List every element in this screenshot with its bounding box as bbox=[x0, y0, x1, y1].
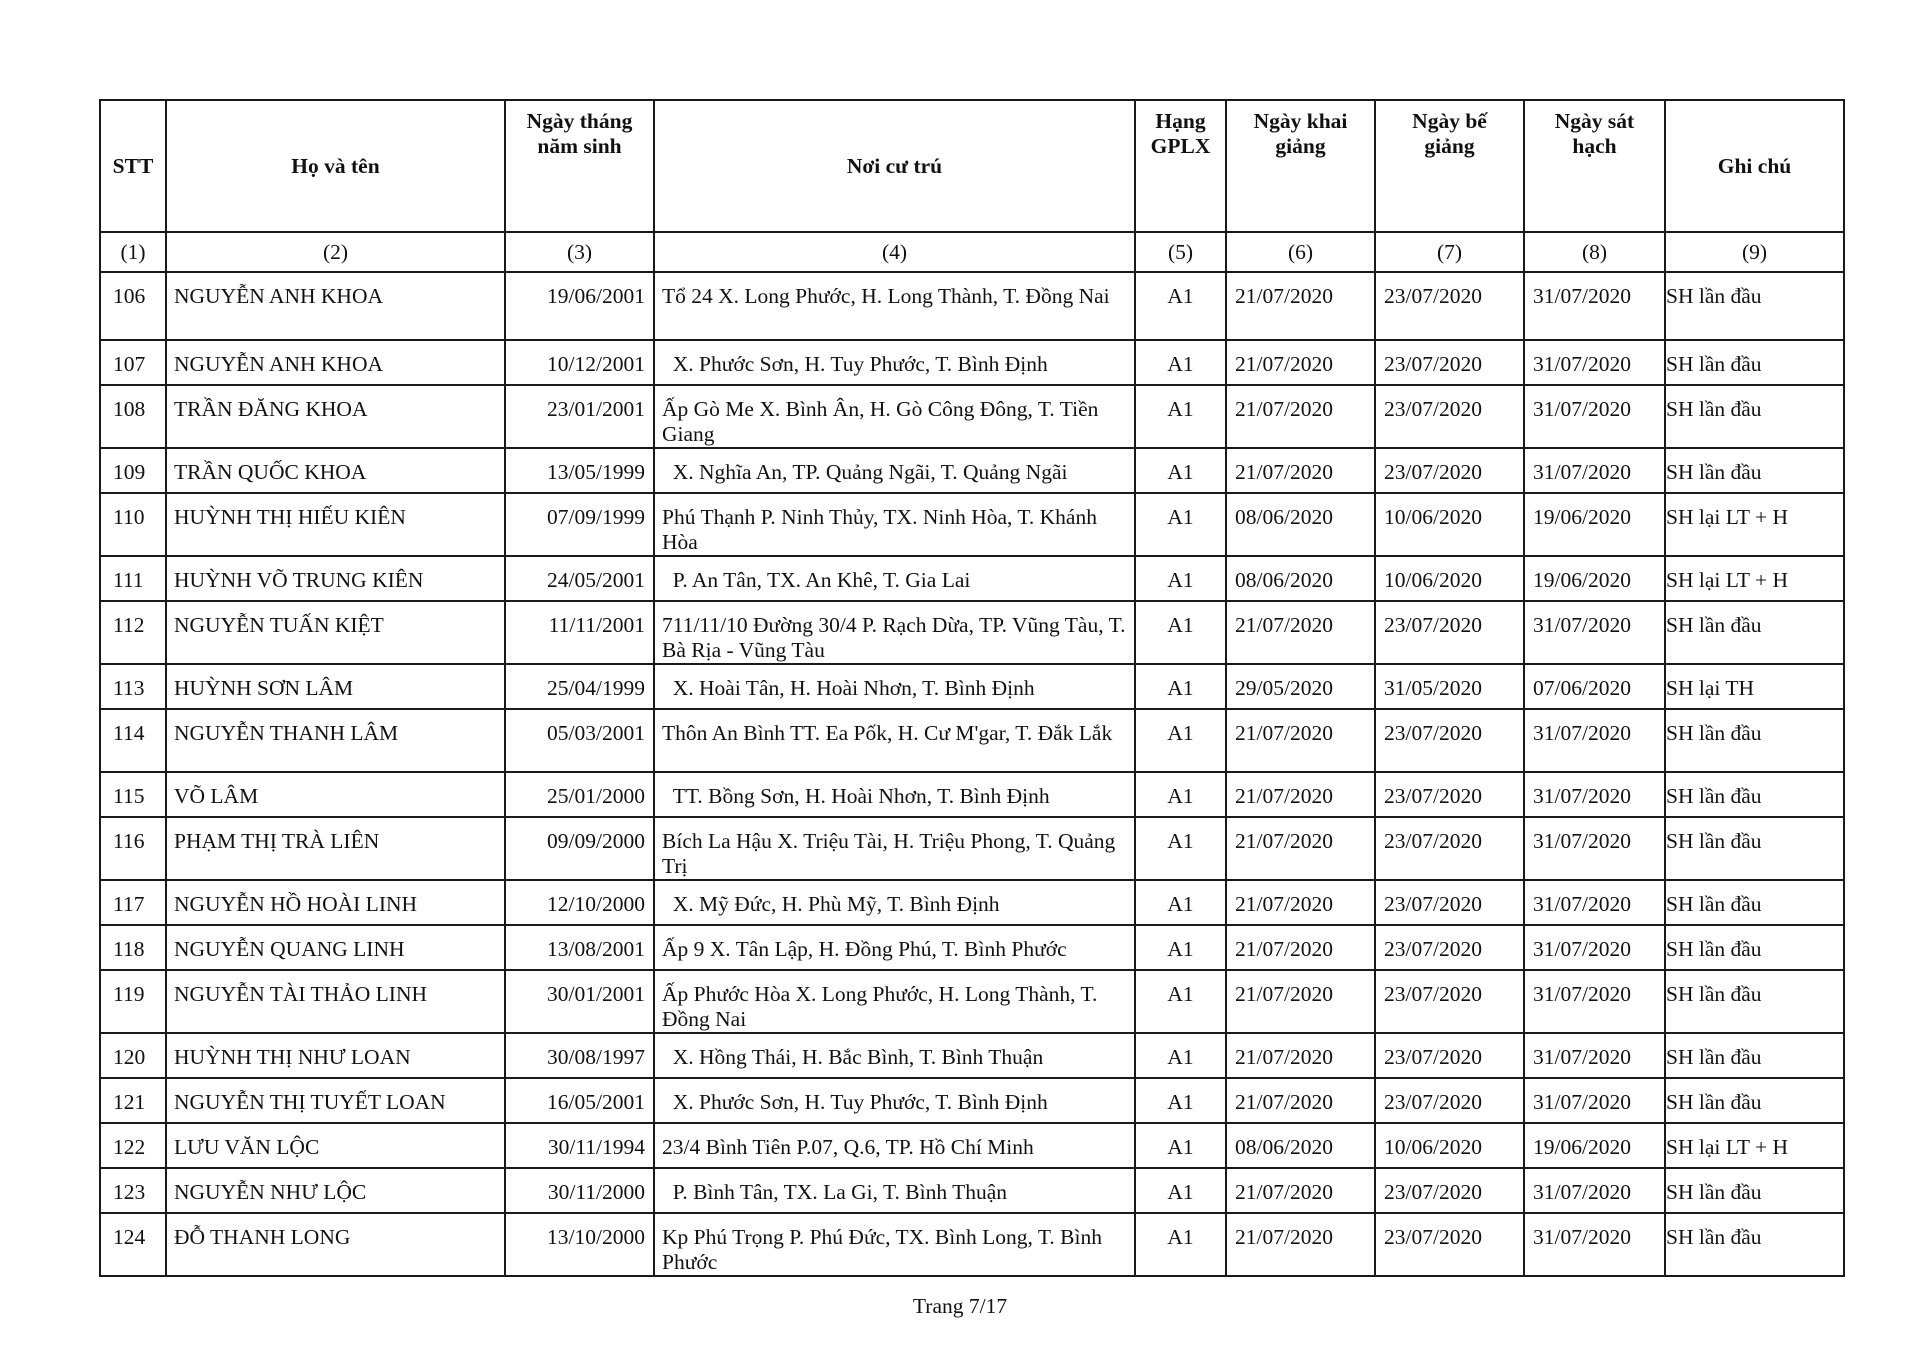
table-row bbox=[100, 1123, 1844, 1168]
end-date-cell: 23/07/2020 bbox=[1375, 448, 1524, 493]
header-address: Nơi cư trú bbox=[654, 100, 1135, 232]
date-of-birth-cell: 30/08/1997 bbox=[505, 1033, 654, 1078]
date-of-birth-cell: 16/05/2001 bbox=[505, 1078, 654, 1123]
start-date-cell: 21/07/2020 bbox=[1226, 1033, 1375, 1078]
exam-date-cell: 31/07/2020 bbox=[1524, 817, 1665, 880]
exam-date-cell: 31/07/2020 bbox=[1524, 385, 1665, 448]
row-number-cell: 118 bbox=[100, 925, 166, 970]
start-date-cell: 29/05/2020 bbox=[1226, 664, 1375, 709]
note-cell: SH lần đầu bbox=[1665, 1033, 1844, 1078]
exam-date-cell: 31/07/2020 bbox=[1524, 970, 1665, 1033]
address-cell: X. Nghĩa An, TP. Quảng Ngãi, T. Quảng Ngãi bbox=[654, 448, 1135, 493]
table-row bbox=[100, 664, 1844, 709]
end-date-cell: 23/07/2020 bbox=[1375, 817, 1524, 880]
row-number-cell: 108 bbox=[100, 385, 166, 448]
end-date-cell: 23/07/2020 bbox=[1375, 1213, 1524, 1276]
note-cell: SH lại LT + H bbox=[1665, 493, 1844, 556]
row-number-cell: 107 bbox=[100, 340, 166, 385]
column-number: (7) bbox=[1375, 232, 1524, 272]
row-number-cell: 124 bbox=[100, 1213, 166, 1276]
note-cell: SH lần đầu bbox=[1665, 817, 1844, 880]
table-row bbox=[100, 272, 1844, 340]
address-cell: Thôn An Bình TT. Ea Pốk, H. Cư M'gar, T. Đắk Lắk bbox=[654, 709, 1135, 772]
table-row bbox=[100, 970, 1844, 1033]
header-note: Ghi chú bbox=[1665, 100, 1844, 232]
header-start-date: Ngày khai giảng bbox=[1226, 100, 1375, 232]
address-cell: X. Hoài Tân, H. Hoài Nhơn, T. Bình Định bbox=[654, 664, 1135, 709]
license-class-cell: A1 bbox=[1135, 1078, 1226, 1123]
row-number-cell: 115 bbox=[100, 772, 166, 817]
exam-date-cell: 31/07/2020 bbox=[1524, 709, 1665, 772]
full-name-cell: TRẦN QUỐC KHOA bbox=[166, 448, 505, 493]
column-number: (2) bbox=[166, 232, 505, 272]
row-number-cell: 123 bbox=[100, 1168, 166, 1213]
address-cell: X. Hồng Thái, H. Bắc Bình, T. Bình Thuận bbox=[654, 1033, 1135, 1078]
address-cell: Bích La Hậu X. Triệu Tài, H. Triệu Phong, T. Quảng Trị bbox=[654, 817, 1135, 880]
exam-date-cell: 19/06/2020 bbox=[1524, 493, 1665, 556]
address-cell: 23/4 Bình Tiên P.07, Q.6, TP. Hồ Chí Minh bbox=[654, 1123, 1135, 1168]
license-class-cell: A1 bbox=[1135, 772, 1226, 817]
full-name-cell: VÕ LÂM bbox=[166, 772, 505, 817]
note-cell: SH lần đầu bbox=[1665, 340, 1844, 385]
end-date-cell: 23/07/2020 bbox=[1375, 970, 1524, 1033]
table-row bbox=[100, 709, 1844, 772]
exam-date-cell: 19/06/2020 bbox=[1524, 556, 1665, 601]
start-date-cell: 21/07/2020 bbox=[1226, 340, 1375, 385]
end-date-cell: 23/07/2020 bbox=[1375, 880, 1524, 925]
full-name-cell: NGUYỄN THỊ TUYẾT LOAN bbox=[166, 1078, 505, 1123]
exam-date-cell: 31/07/2020 bbox=[1524, 1033, 1665, 1078]
license-class-cell: A1 bbox=[1135, 1033, 1226, 1078]
row-number-cell: 122 bbox=[100, 1123, 166, 1168]
date-of-birth-cell: 07/09/1999 bbox=[505, 493, 654, 556]
start-date-cell: 21/07/2020 bbox=[1226, 970, 1375, 1033]
table-row bbox=[100, 925, 1844, 970]
note-cell: SH lại LT + H bbox=[1665, 556, 1844, 601]
end-date-cell: 31/05/2020 bbox=[1375, 664, 1524, 709]
full-name-cell: NGUYỄN THANH LÂM bbox=[166, 709, 505, 772]
note-cell: SH lại LT + H bbox=[1665, 1123, 1844, 1168]
row-number-cell: 112 bbox=[100, 601, 166, 664]
row-number-cell: 116 bbox=[100, 817, 166, 880]
full-name-cell: LƯU VĂN LỘC bbox=[166, 1123, 505, 1168]
license-class-cell: A1 bbox=[1135, 1123, 1226, 1168]
date-of-birth-cell: 13/05/1999 bbox=[505, 448, 654, 493]
note-cell: SH lần đầu bbox=[1665, 880, 1844, 925]
full-name-cell: HUỲNH THỊ NHƯ LOAN bbox=[166, 1033, 505, 1078]
table-row bbox=[100, 493, 1844, 556]
date-of-birth-cell: 13/10/2000 bbox=[505, 1213, 654, 1276]
column-number: (3) bbox=[505, 232, 654, 272]
exam-date-cell: 31/07/2020 bbox=[1524, 601, 1665, 664]
license-class-cell: A1 bbox=[1135, 1213, 1226, 1276]
table-row bbox=[100, 556, 1844, 601]
header-stt: STT bbox=[100, 100, 166, 232]
end-date-cell: 23/07/2020 bbox=[1375, 1168, 1524, 1213]
column-number: (4) bbox=[654, 232, 1135, 272]
end-date-cell: 23/07/2020 bbox=[1375, 1078, 1524, 1123]
full-name-cell: NGUYỄN ANH KHOA bbox=[166, 340, 505, 385]
note-cell: SH lần đầu bbox=[1665, 1213, 1844, 1276]
address-cell: Ấp 9 X. Tân Lập, H. Đồng Phú, T. Bình Phước bbox=[654, 925, 1135, 970]
end-date-cell: 10/06/2020 bbox=[1375, 556, 1524, 601]
start-date-cell: 21/07/2020 bbox=[1226, 709, 1375, 772]
exam-date-cell: 19/06/2020 bbox=[1524, 1123, 1665, 1168]
row-number-cell: 113 bbox=[100, 664, 166, 709]
full-name-cell: NGUYỄN TÀI THẢO LINH bbox=[166, 970, 505, 1033]
start-date-cell: 21/07/2020 bbox=[1226, 1078, 1375, 1123]
column-number: (8) bbox=[1524, 232, 1665, 272]
table-body bbox=[100, 272, 1844, 1276]
full-name-cell: NGUYỄN QUANG LINH bbox=[166, 925, 505, 970]
table-row bbox=[100, 1078, 1844, 1123]
note-cell: SH lần đầu bbox=[1665, 970, 1844, 1033]
start-date-cell: 08/06/2020 bbox=[1226, 493, 1375, 556]
license-class-cell: A1 bbox=[1135, 880, 1226, 925]
full-name-cell: HUỲNH THỊ HIẾU KIÊN bbox=[166, 493, 505, 556]
note-cell: SH lần đầu bbox=[1665, 772, 1844, 817]
start-date-cell: 21/07/2020 bbox=[1226, 1213, 1375, 1276]
license-class-cell: A1 bbox=[1135, 664, 1226, 709]
row-number-cell: 109 bbox=[100, 448, 166, 493]
exam-date-cell: 31/07/2020 bbox=[1524, 925, 1665, 970]
license-class-cell: A1 bbox=[1135, 709, 1226, 772]
registration-table bbox=[99, 99, 1845, 1277]
address-cell: P. An Tân, TX. An Khê, T. Gia Lai bbox=[654, 556, 1135, 601]
address-cell: X. Phước Sơn, H. Tuy Phước, T. Bình Định bbox=[654, 340, 1135, 385]
address-cell: X. Mỹ Đức, H. Phù Mỹ, T. Bình Định bbox=[654, 880, 1135, 925]
date-of-birth-cell: 25/01/2000 bbox=[505, 772, 654, 817]
note-cell: SH lại TH bbox=[1665, 664, 1844, 709]
date-of-birth-cell: 12/10/2000 bbox=[505, 880, 654, 925]
date-of-birth-cell: 24/05/2001 bbox=[505, 556, 654, 601]
address-cell: Tổ 24 X. Long Phước, H. Long Thành, T. Đồng Nai bbox=[654, 272, 1135, 340]
end-date-cell: 23/07/2020 bbox=[1375, 601, 1524, 664]
note-cell: SH lần đầu bbox=[1665, 448, 1844, 493]
row-number-cell: 114 bbox=[100, 709, 166, 772]
address-cell: Kp Phú Trọng P. Phú Đức, TX. Bình Long, T. Bình Phước bbox=[654, 1213, 1135, 1276]
full-name-cell: NGUYỄN NHƯ LỘC bbox=[166, 1168, 505, 1213]
exam-date-cell: 31/07/2020 bbox=[1524, 880, 1665, 925]
row-number-cell: 119 bbox=[100, 970, 166, 1033]
start-date-cell: 21/07/2020 bbox=[1226, 925, 1375, 970]
license-class-cell: A1 bbox=[1135, 448, 1226, 493]
column-number: (6) bbox=[1226, 232, 1375, 272]
exam-date-cell: 31/07/2020 bbox=[1524, 448, 1665, 493]
end-date-cell: 23/07/2020 bbox=[1375, 1033, 1524, 1078]
address-cell: Ấp Phước Hòa X. Long Phước, H. Long Thành, T. Đồng Nai bbox=[654, 970, 1135, 1033]
table-row bbox=[100, 1168, 1844, 1213]
address-cell: P. Bình Tân, TX. La Gi, T. Bình Thuận bbox=[654, 1168, 1135, 1213]
exam-date-cell: 31/07/2020 bbox=[1524, 772, 1665, 817]
exam-date-cell: 31/07/2020 bbox=[1524, 1168, 1665, 1213]
note-cell: SH lần đầu bbox=[1665, 925, 1844, 970]
column-number-row bbox=[100, 232, 1844, 272]
full-name-cell: HUỲNH SƠN LÂM bbox=[166, 664, 505, 709]
address-cell: Phú Thạnh P. Ninh Thủy, TX. Ninh Hòa, T. Khánh Hòa bbox=[654, 493, 1135, 556]
end-date-cell: 23/07/2020 bbox=[1375, 340, 1524, 385]
note-cell: SH lần đầu bbox=[1665, 272, 1844, 340]
header-end-date: Ngày bế giảng bbox=[1375, 100, 1524, 232]
table-row bbox=[100, 817, 1844, 880]
start-date-cell: 21/07/2020 bbox=[1226, 880, 1375, 925]
end-date-cell: 23/07/2020 bbox=[1375, 272, 1524, 340]
full-name-cell: TRẦN ĐĂNG KHOA bbox=[166, 385, 505, 448]
start-date-cell: 21/07/2020 bbox=[1226, 272, 1375, 340]
row-number-cell: 106 bbox=[100, 272, 166, 340]
end-date-cell: 23/07/2020 bbox=[1375, 925, 1524, 970]
end-date-cell: 23/07/2020 bbox=[1375, 709, 1524, 772]
date-of-birth-cell: 05/03/2001 bbox=[505, 709, 654, 772]
row-number-cell: 110 bbox=[100, 493, 166, 556]
header-row bbox=[100, 100, 1844, 232]
exam-date-cell: 07/06/2020 bbox=[1524, 664, 1665, 709]
table-row bbox=[100, 448, 1844, 493]
date-of-birth-cell: 10/12/2001 bbox=[505, 340, 654, 385]
exam-date-cell: 31/07/2020 bbox=[1524, 1213, 1665, 1276]
license-class-cell: A1 bbox=[1135, 385, 1226, 448]
date-of-birth-cell: 11/11/2001 bbox=[505, 601, 654, 664]
address-cell: X. Phước Sơn, H. Tuy Phước, T. Bình Định bbox=[654, 1078, 1135, 1123]
header-class: Hạng GPLX bbox=[1135, 100, 1226, 232]
license-class-cell: A1 bbox=[1135, 925, 1226, 970]
start-date-cell: 21/07/2020 bbox=[1226, 385, 1375, 448]
end-date-cell: 23/07/2020 bbox=[1375, 772, 1524, 817]
date-of-birth-cell: 30/01/2001 bbox=[505, 970, 654, 1033]
column-number: (9) bbox=[1665, 232, 1844, 272]
table-row bbox=[100, 340, 1844, 385]
end-date-cell: 23/07/2020 bbox=[1375, 385, 1524, 448]
date-of-birth-cell: 30/11/1994 bbox=[505, 1123, 654, 1168]
row-number-cell: 120 bbox=[100, 1033, 166, 1078]
header-exam-date: Ngày sát hạch bbox=[1524, 100, 1665, 232]
date-of-birth-cell: 09/09/2000 bbox=[505, 817, 654, 880]
start-date-cell: 08/06/2020 bbox=[1226, 1123, 1375, 1168]
table-row bbox=[100, 1033, 1844, 1078]
exam-date-cell: 31/07/2020 bbox=[1524, 1078, 1665, 1123]
license-class-cell: A1 bbox=[1135, 556, 1226, 601]
license-class-cell: A1 bbox=[1135, 493, 1226, 556]
exam-date-cell: 31/07/2020 bbox=[1524, 272, 1665, 340]
start-date-cell: 21/07/2020 bbox=[1226, 1168, 1375, 1213]
note-cell: SH lần đầu bbox=[1665, 709, 1844, 772]
license-class-cell: A1 bbox=[1135, 1168, 1226, 1213]
date-of-birth-cell: 13/08/2001 bbox=[505, 925, 654, 970]
header-name: Họ và tên bbox=[166, 100, 505, 232]
row-number-cell: 121 bbox=[100, 1078, 166, 1123]
header-dob: Ngày tháng năm sinh bbox=[505, 100, 654, 232]
start-date-cell: 21/07/2020 bbox=[1226, 601, 1375, 664]
license-class-cell: A1 bbox=[1135, 272, 1226, 340]
note-cell: SH lần đầu bbox=[1665, 385, 1844, 448]
table-row bbox=[100, 601, 1844, 664]
address-cell: TT. Bồng Sơn, H. Hoài Nhơn, T. Bình Định bbox=[654, 772, 1135, 817]
end-date-cell: 10/06/2020 bbox=[1375, 1123, 1524, 1168]
column-number: (5) bbox=[1135, 232, 1226, 272]
start-date-cell: 08/06/2020 bbox=[1226, 556, 1375, 601]
row-number-cell: 117 bbox=[100, 880, 166, 925]
start-date-cell: 21/07/2020 bbox=[1226, 448, 1375, 493]
full-name-cell: NGUYỄN TUẤN KIỆT bbox=[166, 601, 505, 664]
full-name-cell: NGUYỄN ANH KHOA bbox=[166, 272, 505, 340]
exam-date-cell: 31/07/2020 bbox=[1524, 340, 1665, 385]
table-row bbox=[100, 880, 1844, 925]
license-class-cell: A1 bbox=[1135, 340, 1226, 385]
note-cell: SH lần đầu bbox=[1665, 1168, 1844, 1213]
address-cell: 711/11/10 Đường 30/4 P. Rạch Dừa, TP. Vũng Tàu, T. Bà Rịa - Vũng Tàu bbox=[654, 601, 1135, 664]
full-name-cell: ĐỖ THANH LONG bbox=[166, 1213, 505, 1276]
note-cell: SH lần đầu bbox=[1665, 601, 1844, 664]
date-of-birth-cell: 30/11/2000 bbox=[505, 1168, 654, 1213]
start-date-cell: 21/07/2020 bbox=[1226, 817, 1375, 880]
date-of-birth-cell: 25/04/1999 bbox=[505, 664, 654, 709]
note-cell: SH lần đầu bbox=[1665, 1078, 1844, 1123]
column-number: (1) bbox=[100, 232, 166, 272]
license-class-cell: A1 bbox=[1135, 817, 1226, 880]
date-of-birth-cell: 19/06/2001 bbox=[505, 272, 654, 340]
license-class-cell: A1 bbox=[1135, 601, 1226, 664]
table-row bbox=[100, 772, 1844, 817]
page-number: Trang 7/17 bbox=[912, 1294, 1008, 1318]
table-row bbox=[100, 385, 1844, 448]
end-date-cell: 10/06/2020 bbox=[1375, 493, 1524, 556]
table-row bbox=[100, 1213, 1844, 1276]
row-number-cell: 111 bbox=[100, 556, 166, 601]
full-name-cell: PHẠM THỊ TRÀ LIÊN bbox=[166, 817, 505, 880]
date-of-birth-cell: 23/01/2001 bbox=[505, 385, 654, 448]
full-name-cell: NGUYỄN HỒ HOÀI LINH bbox=[166, 880, 505, 925]
full-name-cell: HUỲNH VÕ TRUNG KIÊN bbox=[166, 556, 505, 601]
start-date-cell: 21/07/2020 bbox=[1226, 772, 1375, 817]
address-cell: Ấp Gò Me X. Bình Ân, H. Gò Công Đông, T. Tiền Giang bbox=[654, 385, 1135, 448]
license-class-cell: A1 bbox=[1135, 970, 1226, 1033]
